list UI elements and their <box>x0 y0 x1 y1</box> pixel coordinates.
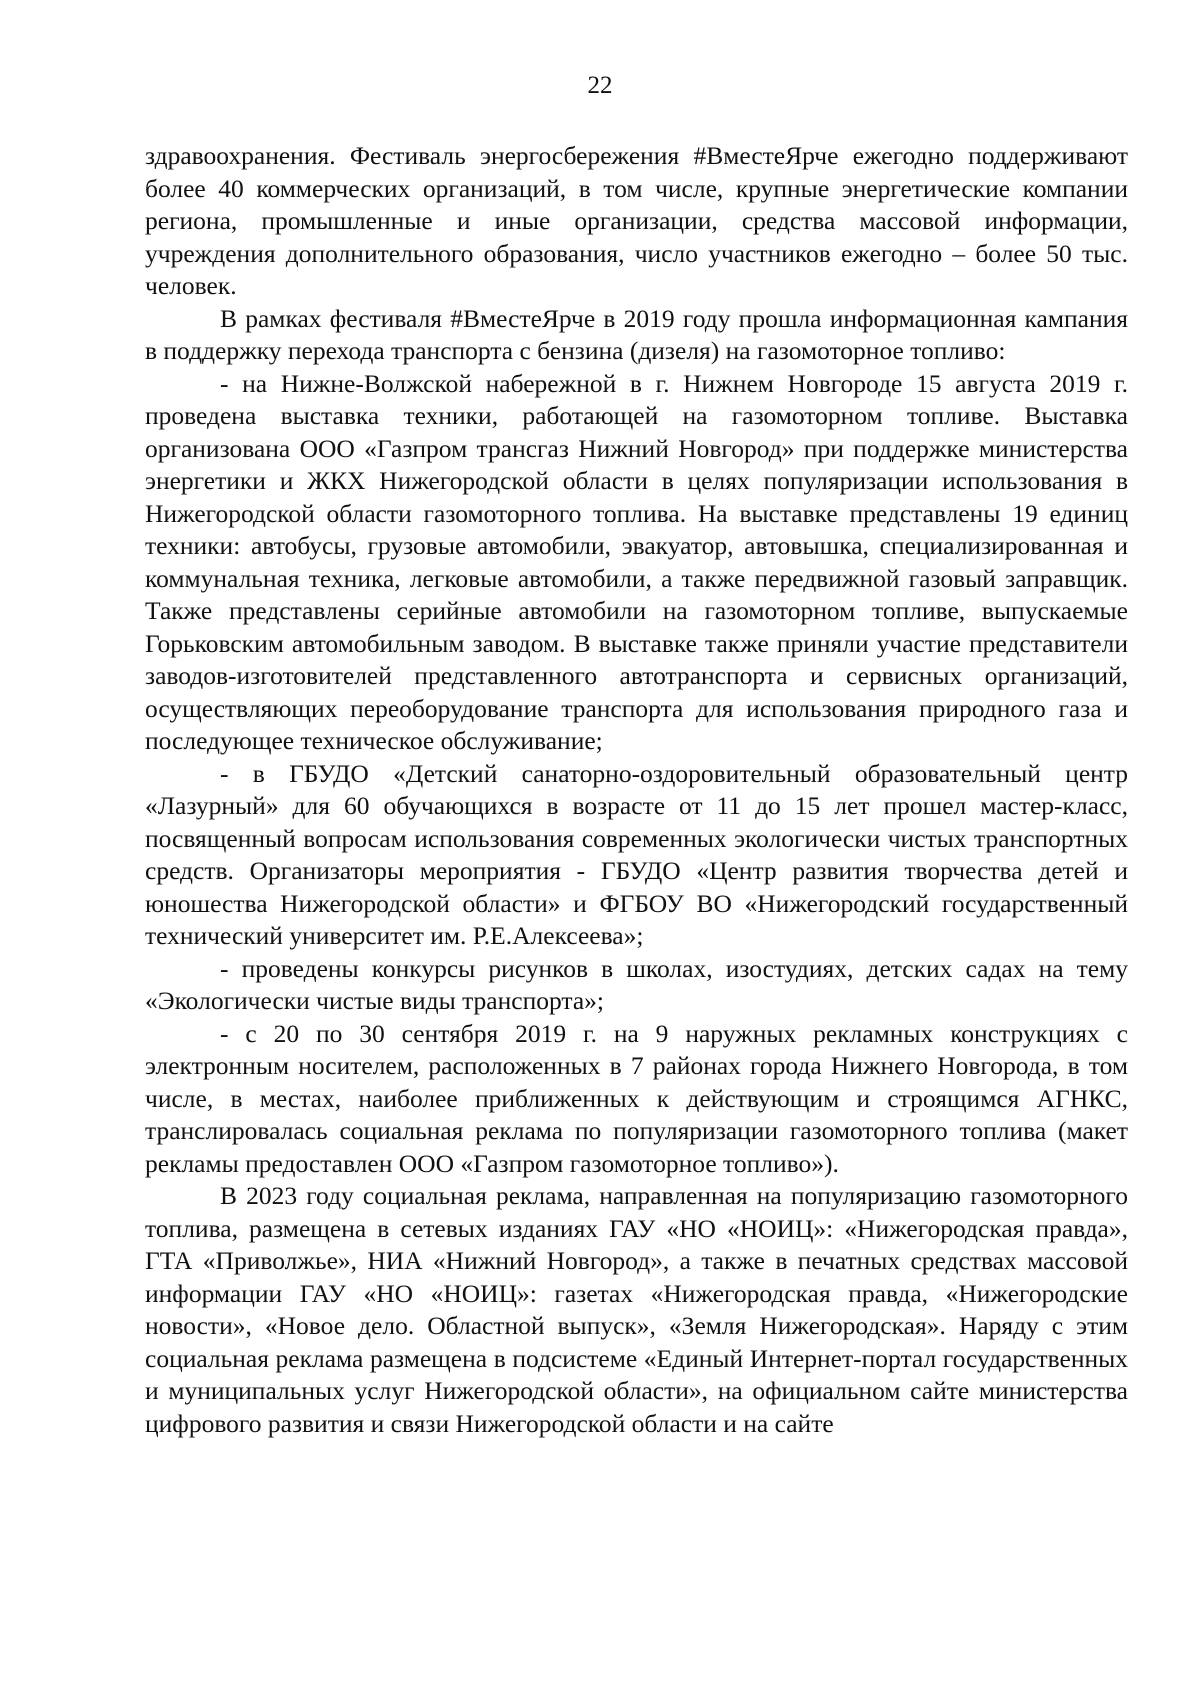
paragraph-continuation: здравоохранения. Фестиваль энергосбережения #ВместеЯрче ежегодно поддерживают более 40 коммерческих организаций, в том числе, крупные энергетические компании региона, промышленные и иные организации, средства массовой информации, учреждения дополнительного образования, число участников ежегодно – более 50 тыс. человек. <box>145 141 1128 300</box>
paragraph-outdoor-advertising: - с 20 по 30 сентября 2019 г. на 9 наружных рекламных конструкциях с электронным носителем, расположенных в 7 районах города Нижнего Новгорода, в том числе, в местах, наиболее приближенных к действующим и строящимся АГНКС, транслировалась социальная реклама по популяризации газомоторного топлива (макет рекламы предоставлен ООО «Газпром газомоторное топливо»). <box>145 1018 1128 1178</box>
paragraph-campaign-intro: В рамках фестиваля #ВместеЯрче в 2019 году прошла информационная кампания в поддержку перехода транспорта с бензина (дизеля) на газомоторное топливо: <box>145 303 1128 365</box>
paragraph-master-class: - в ГБУДО «Детский санаторно-оздоровительный образовательный центр «Лазурный» для 60 обучающихся в возрасте от 11 до 15 лет прошел мастер-класс, посвященный вопросам использования современных экологически чистых транспортных средств. Организаторы мероприятия - ГБУДО «Центр развития творчества детей и юношества Нижегородской области» и ФГБОУ ВО «Нижегородский государственный технический университет им. Р.Е.Алексеева»; <box>145 758 1128 950</box>
page-number: 22 <box>587 72 613 99</box>
paragraph-social-advertising-2023: В 2023 году социальная реклама, направленная на популяризацию газомоторного топлива, размещена в сетевых изданиях ГАУ «НО «НОИЦ»: «Нижегородская правда», ГТА «Приволжье», НИА «Нижний Новгород», а также в печатных средствах массовой информации ГАУ «НО «НОИЦ»: газетах «Нижегородская правда, «Нижегородские новости», «Новое дело. Областной выпуск», «Земля Нижегородская». Наряду с этим социальная реклама размещена в подсистеме «Единый Интернет-портал государственных и муниципальных услуг Нижегородской области», на официальном сайте министерства цифрового развития и связи Нижегородской области и на сайте <box>145 1181 1128 1438</box>
document-body <box>145 140 1128 1440</box>
paragraph-drawing-contests: - проведены конкурсы рисунков в школах, изостудиях, детских садах на тему «Экологически чистые виды транспорта»; <box>145 953 1128 1015</box>
paragraph-exhibition: - на Нижне-Волжской набережной в г. Нижнем Новгороде 15 августа 2019 г. проведена выставка техники, работающей на газомоторном топливе. Выставка организована ООО «Газпром трансгаз Нижний Новгород» при поддержке министерства энергетики и ЖКХ Нижегородской области в целях популяризации использования в Нижегородской области газомоторного топлива. На выставке представлены 19 единиц техники: автобусы, грузовые автомобили, эвакуатор, автовышка, специализированная и коммунальная техника, легковые автомобили, а также передвижной газовый заправщик. Также представлены серийные автомобили на газомоторном топливе, выпускаемые Горьковским автомобильным заводом. В выставке также приняли участие представители заводов-изготовителей представленного автотранспорта и сервисных организаций, осуществляющих переоборудование транспорта для использования природного газа и последующее техническое обслуживание; <box>145 368 1128 755</box>
